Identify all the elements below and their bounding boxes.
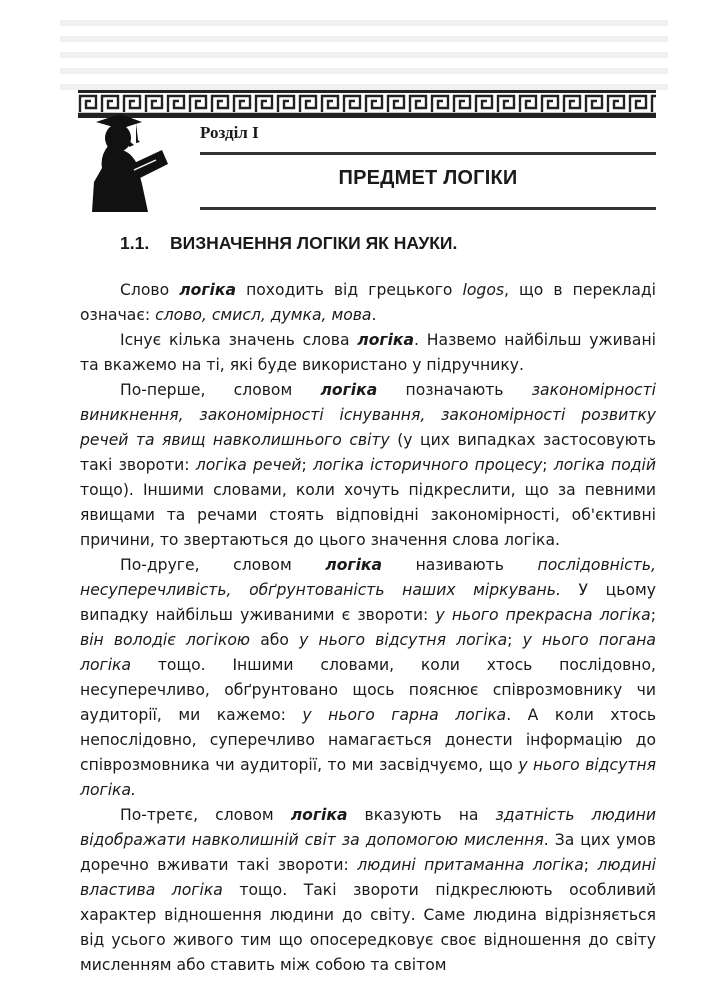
paragraph xyxy=(80,553,656,803)
text-run: . За цих умов доречно вживати такі звороти: xyxy=(80,831,656,874)
italic-phrase: logos xyxy=(462,281,504,299)
paragraph xyxy=(80,328,656,378)
text-run: . А коли хтось непослідовно, суперечливо намагається донести інформацію до співрозмовника чи аудиторії, то ми засвідчуємо, що xyxy=(80,706,657,774)
text-run: ; xyxy=(650,606,656,624)
italic-phrase: у нього відсутня логіка xyxy=(299,631,508,649)
italic-phrase: він володіє логікою xyxy=(80,631,251,649)
text-run: вказують на xyxy=(347,806,496,824)
text-run: ; xyxy=(507,631,523,649)
text-run: ; xyxy=(301,456,313,474)
title-rule-top xyxy=(200,152,656,155)
emphasized-term: логіка xyxy=(320,381,378,399)
text-run: . Назвемо найбільш уживані та вкажемо на ті, які буде використано у підручнику. xyxy=(80,331,656,374)
text-run: , що в перекладі означає: xyxy=(80,281,656,324)
italic-phrase: людині властива логіка xyxy=(80,856,656,899)
title-rule-bottom xyxy=(200,207,656,210)
text-run: називають xyxy=(382,556,538,574)
text-run: ; xyxy=(542,456,554,474)
paragraph xyxy=(80,278,656,328)
text-run: ; xyxy=(583,856,598,874)
chapter-label: Розділ І xyxy=(200,123,259,142)
italic-phrase: закономірності виникнення, закономірності існування, закономірності розвитку речей та явищ навколишнього світу xyxy=(80,381,656,449)
text-run: походить від грецького xyxy=(235,281,463,299)
text-run: Слово xyxy=(120,281,180,299)
italic-phrase: у нього погана логіка xyxy=(80,631,656,674)
text-run: По-перше, словом xyxy=(120,381,321,399)
italic-phrase: у нього відсутня логіка. xyxy=(80,756,656,799)
text-run: . xyxy=(371,306,377,324)
italic-phrase: здатність людини відображати навколишній світ за допомогою мислення xyxy=(80,806,656,849)
italic-phrase: у нього гарна логіка xyxy=(302,706,507,724)
text-run: У цьому випадку найбільш уживаними є звороти: xyxy=(80,581,656,624)
emphasized-term: логіка xyxy=(357,331,415,349)
chapter-title: ПРЕДМЕТ ЛОГІКИ xyxy=(338,167,518,189)
text-run: Існує кілька значень слова xyxy=(120,331,358,349)
italic-phrase: логіка речей xyxy=(195,456,302,474)
italic-phrase: слово, смисл, думка, мова xyxy=(155,306,372,324)
paragraph xyxy=(80,803,656,978)
italic-phrase: послідовність, несуперечливість, обґрунтованість наших міркувань. xyxy=(80,556,656,599)
italic-phrase: логіка історичного процесу xyxy=(312,456,543,474)
paragraph xyxy=(80,378,656,553)
section-number: 1.1. xyxy=(120,233,150,253)
text-run: тощо. Такі звороти підкреслюють особливий характер відношення людини до світу. Саме людина відрізняється від усього живого тим що опосередковує своє відношення до світу мисленням або ставить між собою та світом xyxy=(80,881,656,974)
text-run: тощо). Іншими словами, коли хочуть підкреслити, що за певними явищами та речами стоять відповідні закономірності, об'єктивні причини, то звертаються до цього значення слова логіка. xyxy=(80,481,656,549)
section-title: ВИЗНАЧЕННЯ ЛОГІКИ ЯК НАУКИ. xyxy=(170,233,458,253)
text-run: позначають xyxy=(377,381,532,399)
section-heading xyxy=(120,233,457,254)
bleed-through-text xyxy=(60,20,668,90)
text-run: По-друге, словом xyxy=(120,556,326,574)
body-text xyxy=(80,278,656,978)
italic-phrase: логіка подій xyxy=(553,456,656,474)
chapter-title-box xyxy=(200,152,656,210)
scholar-silhouette-icon xyxy=(70,112,182,212)
italic-phrase: у нього прекрасна логіка xyxy=(435,606,651,624)
emphasized-term: логіка xyxy=(325,556,383,574)
emphasized-term: логіка xyxy=(290,806,348,824)
text-run: (у цих випадках застосовують такі звороти: xyxy=(80,431,656,474)
text-run: тощо. Іншими словами, коли хтось послідовно, несуперечливо, обґрунтовано щось пояснює співрозмовнику чи аудиторії, ми кажемо: xyxy=(80,656,656,724)
text-run: або xyxy=(250,631,300,649)
italic-phrase: людині притаманна логіка xyxy=(357,856,584,874)
text-run: По-третє, словом xyxy=(120,806,291,824)
emphasized-term: логіка xyxy=(179,281,236,299)
